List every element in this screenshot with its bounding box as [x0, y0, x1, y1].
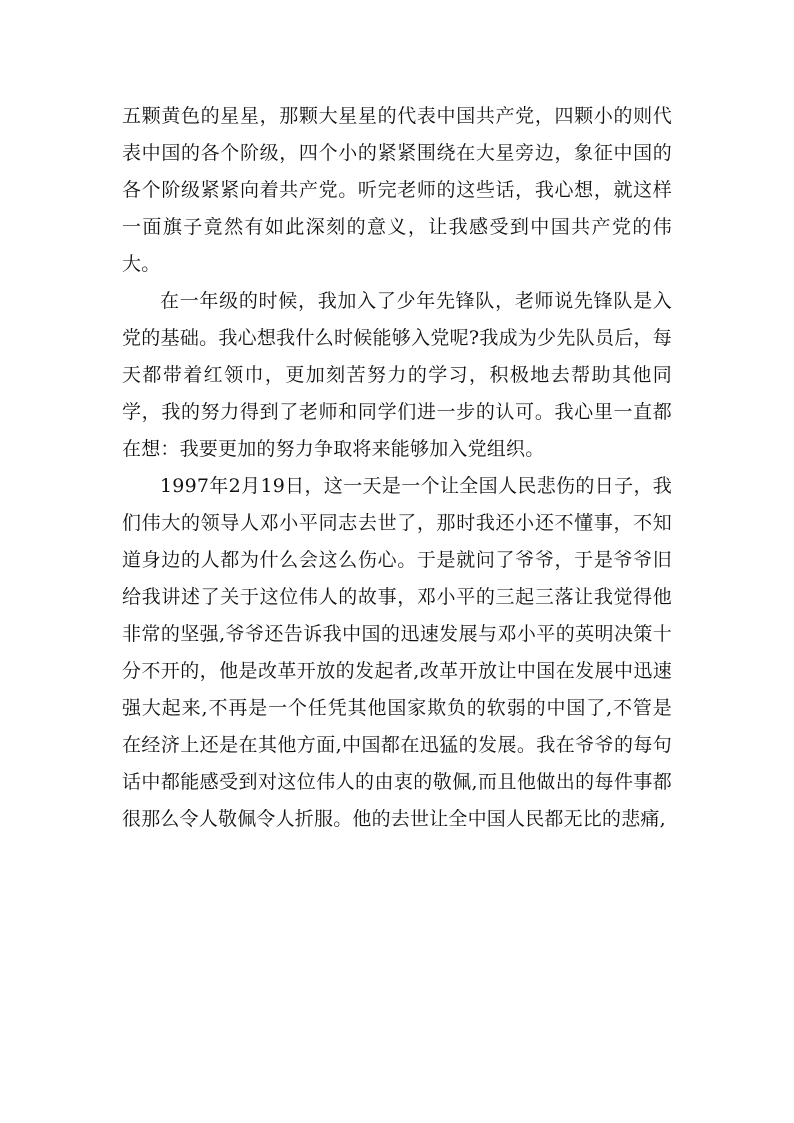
- paragraph-1: 五颗黄色的星星，那颗大星星的代表中国共产党，四颗小的则代表中国的各个阶级，四个小的紧紧围绕在大星旁边，象征中国的各个阶级紧紧向着共产党。听完老师的这些话，我心想，就这样一面旗子竟然有如此深刻的意义，让我感受到中国共产党的伟大。: [122, 105, 672, 275]
- document-body: [122, 98, 672, 838]
- paragraph-2: 在一年级的时候，我加入了少年先锋队，老师说先锋队是入党的基础。我心想我什么时候能够入党呢?我成为少先队员后，每天都带着红领巾，更加刻苦努力的学习，积极地去帮助其他同学，我的努力得到了老师和同学们进一步的认可。我心里一直都在想：我要更加的努力争取将来能够加入党组织。: [122, 290, 672, 460]
- paragraph-3: 1997年2月19日，这一天是一个让全国人民悲伤的日子，我们伟大的领导人邓小平同志去世了，那时我还小还不懂事，不知道身边的人都为什么会这么伤心。于是就问了爷爷，于是爷爷旧给我讲述了关于这位伟人的故事，邓小平的三起三落让我觉得他非常的坚强,爷爷还告诉我中国的迅速发展与邓小平的英明决策十分不开的，他是改革开放的发起者,改革开放让中国在发展中迅速强大起来,不再是一个任凭其他国家欺负的软弱的中国了,不管是在经济上还是在其他方面,中国都在迅猛的发展。我在爷爷的每句话中都能感受到对这位伟人的由衷的敬佩,而且他做出的每件事都很那么令人敬佩令人折服。他的去世让全中国人民都无比的悲痛,: [122, 475, 672, 830]
